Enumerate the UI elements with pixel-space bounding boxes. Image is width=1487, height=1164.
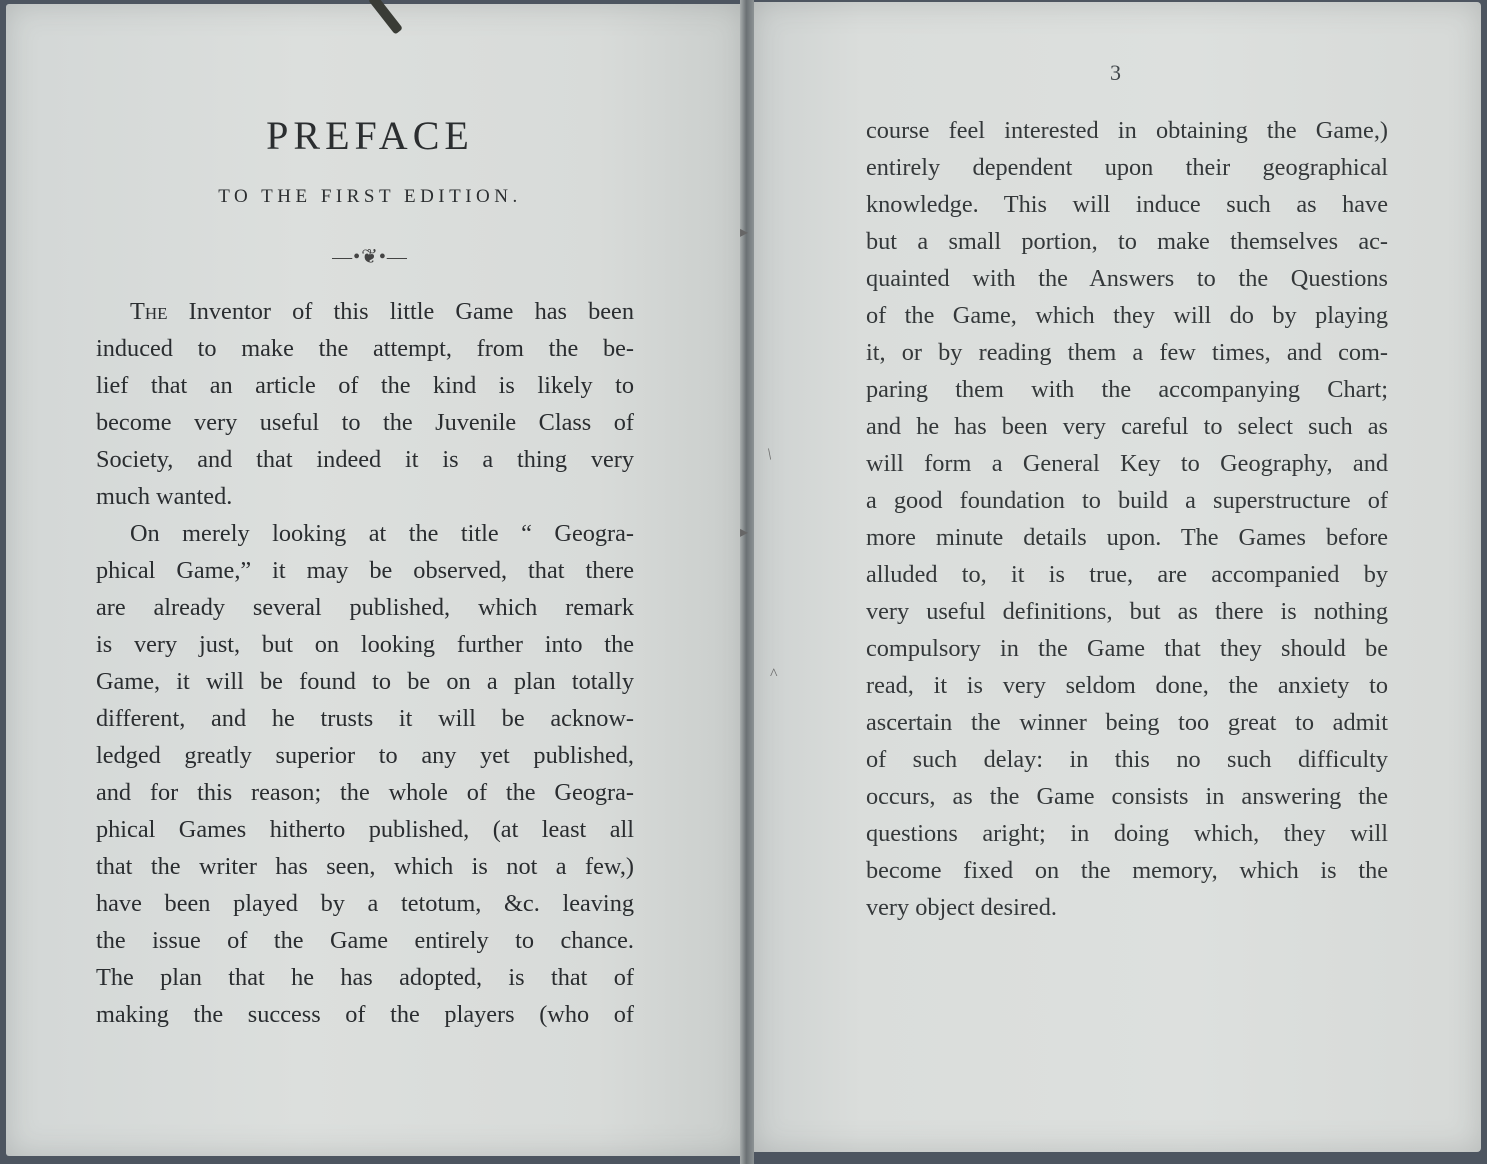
text-line: a good foundation to build a superstructure of bbox=[866, 487, 1388, 514]
text-line: the issue of the Game entirely to chance. bbox=[96, 927, 634, 954]
text-line: become very useful to the Juvenile Class of bbox=[96, 409, 634, 436]
preface-subtitle: TO THE FIRST EDITION. bbox=[218, 186, 522, 207]
text-line: it, or by reading them a few times, and com- bbox=[866, 339, 1388, 366]
text-line: and he has been very careful to select such as bbox=[866, 413, 1388, 440]
text-line: of the Game, which they will do by playing bbox=[866, 302, 1388, 329]
text-line: ledged greatly superior to any yet published, bbox=[96, 742, 634, 769]
text-line: The plan that he has adopted, is that of bbox=[96, 964, 634, 991]
text-line: occurs, as the Game consists in answering the bbox=[866, 783, 1388, 810]
text-line: have been played by a tetotum, &c. leaving bbox=[96, 890, 634, 917]
text-line: making the success of the players (who of bbox=[96, 1001, 634, 1028]
text-line: much wanted. bbox=[96, 483, 233, 510]
pencil-mark: / bbox=[763, 446, 777, 464]
text-line: alluded to, it is true, are accompanied by bbox=[866, 561, 1388, 588]
pencil-mark: ^ bbox=[770, 666, 778, 683]
text-line: very object desired. bbox=[866, 894, 1057, 921]
text-line: phical Game,” it may be observed, that there bbox=[96, 557, 634, 584]
text-line: and for this reason; the whole of the Geogra- bbox=[96, 779, 634, 806]
ornament-divider: —•❦•— bbox=[332, 246, 408, 268]
text-line: very useful definitions, but as there is nothing bbox=[866, 598, 1388, 625]
text-line: induced to make the attempt, from the be- bbox=[96, 335, 634, 362]
text-line: On merely looking at the title “ Geogra- bbox=[130, 520, 634, 547]
text-line: Society, and that indeed it is a thing very bbox=[96, 446, 634, 473]
left-page-body bbox=[96, 293, 634, 1033]
stitch-hole-mark: ▸ bbox=[740, 524, 749, 541]
text-line: knowledge. This will induce such as have bbox=[866, 191, 1388, 218]
text-line: of such delay: in this no such difficulty bbox=[866, 746, 1388, 773]
text-line: paring them with the accompanying Chart; bbox=[866, 376, 1388, 403]
stitch-hole-mark: ▸ bbox=[740, 224, 749, 241]
text-line: different, and he trusts it will be acknow- bbox=[96, 705, 634, 732]
text-line: questions aright; in doing which, they will bbox=[866, 820, 1388, 847]
text-line: is very just, but on looking further into the bbox=[96, 631, 634, 658]
text-line: The Inventor of this little Game has been bbox=[130, 298, 634, 325]
text-line: phical Games hitherto published, (at least all bbox=[96, 816, 634, 843]
book-gutter bbox=[740, 0, 754, 1164]
text-line: course feel interested in obtaining the Game,) bbox=[866, 117, 1388, 144]
text-line: read, it is very seldom done, the anxiety to bbox=[866, 672, 1388, 699]
text-line: are already several published, which remark bbox=[96, 594, 634, 621]
text-line: lief that an article of the kind is likely to bbox=[96, 372, 634, 399]
text-line: that the writer has seen, which is not a few,) bbox=[96, 853, 634, 880]
text-line: but a small portion, to make themselves ac- bbox=[866, 228, 1388, 255]
page-number: 3 bbox=[1110, 60, 1121, 85]
text-line: will form a General Key to Geography, and bbox=[866, 450, 1388, 477]
text-line: compulsory in the Game that they should be bbox=[866, 635, 1388, 662]
text-line: entirely dependent upon their geographical bbox=[866, 154, 1388, 181]
text-line: become fixed on the memory, which is the bbox=[866, 857, 1388, 884]
text-line: quainted with the Answers to the Questions bbox=[866, 265, 1388, 292]
text-line: more minute details upon. The Games before bbox=[866, 524, 1388, 551]
right-page-body bbox=[866, 112, 1388, 926]
text-line: ascertain the winner being too great to admit bbox=[866, 709, 1388, 736]
text-line: Game, it will be found to be on a plan totally bbox=[96, 668, 634, 695]
preface-title: PREFACE bbox=[266, 113, 474, 158]
